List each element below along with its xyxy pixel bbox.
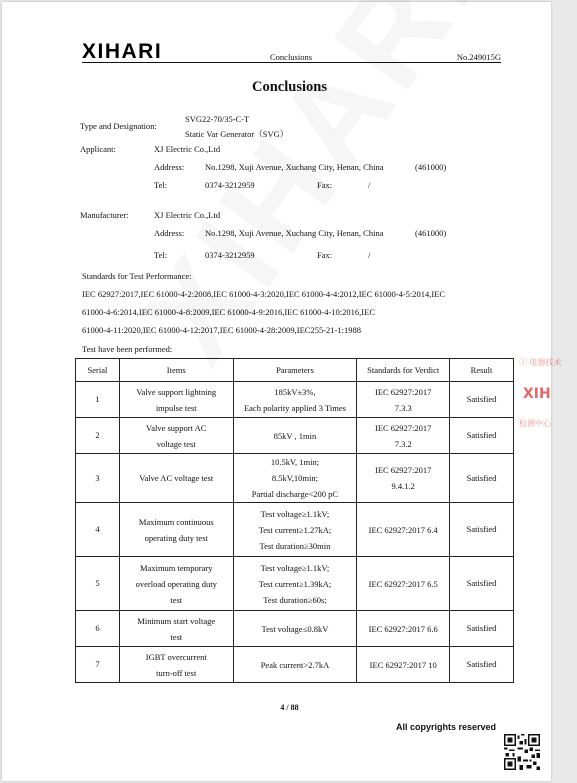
cell-result: Satisfied bbox=[450, 454, 514, 503]
cell-parameters-line: Each polarity applied 3 Times bbox=[243, 402, 346, 413]
manufacturer-postcode: (461000) bbox=[415, 228, 447, 238]
standards-line: 61000-4-6:2014,IEC 61000-4-8:2009,IEC 61000-4-9:2016,IEC 61000-4-10:2016,IEC bbox=[82, 307, 375, 317]
cell-item bbox=[119, 647, 233, 683]
cell-parameters-line: Test voltage≥1.1kV; bbox=[260, 562, 330, 573]
cell-result: Satisfied bbox=[450, 611, 514, 647]
column-header-standards: Standards for Verdict bbox=[357, 359, 450, 382]
applicant-address: No.1298, Xuji Avenue, Xuchang City, Henan, China bbox=[205, 162, 384, 172]
cell-standard bbox=[357, 611, 450, 647]
applicant-label: Applicant: bbox=[80, 144, 116, 154]
cell-item bbox=[119, 503, 233, 557]
test-results-table bbox=[75, 358, 514, 683]
cell-item bbox=[119, 611, 233, 647]
cell-item-line: overload operating duty bbox=[135, 578, 217, 589]
cell-item bbox=[119, 418, 233, 454]
table-row bbox=[76, 557, 514, 611]
table-row bbox=[76, 647, 514, 683]
cell-item-line: Maximum continuous bbox=[138, 516, 214, 527]
header-section-title: Conclusions bbox=[270, 52, 313, 62]
cell-item-line: impulse test bbox=[155, 402, 197, 413]
cell-standard bbox=[357, 382, 450, 418]
cell-standard-line: 9.4.1.2 bbox=[391, 481, 415, 491]
type-designation-label: Type and Designation: bbox=[80, 121, 157, 131]
header-divider bbox=[82, 62, 501, 63]
cell-parameters-line: Partial discharge<200 pC bbox=[251, 489, 339, 499]
applicant-postcode: (461000) bbox=[415, 162, 447, 172]
document-page bbox=[2, 2, 562, 781]
cell-standard-line: IEC 62927:2017 6.5 bbox=[368, 578, 438, 589]
applicant-tel-label: Tel: bbox=[154, 180, 168, 190]
manufacturer-name: XJ Electric Co.,Ltd bbox=[154, 210, 221, 220]
column-header-parameters: Parameters bbox=[233, 359, 357, 382]
cell-result: Satisfied bbox=[450, 557, 514, 611]
applicant-tel: 0374-3212959 bbox=[205, 180, 255, 190]
report-number: No.249015G bbox=[456, 52, 501, 62]
manufacturer-tel-label: Tel: bbox=[154, 250, 168, 260]
cell-item-line: Minimum start voltage bbox=[137, 615, 216, 626]
table-row bbox=[76, 611, 514, 647]
type-designation-description: Static Var Generator（SVG） bbox=[185, 129, 289, 139]
table-header-row bbox=[76, 359, 514, 382]
manufacturer-fax: / bbox=[368, 250, 371, 260]
standards-line: IEC 62927:2017,IEC 61000-4-2:2008,IEC 61000-4-3:2020,IEC 61000-4-4:2012,IEC 61000-4-5:2014,IEC bbox=[82, 289, 446, 299]
table-row bbox=[76, 454, 514, 503]
cell-parameters-line: Test duration≥60s; bbox=[263, 594, 327, 605]
applicant-fax-label: Fax: bbox=[317, 180, 333, 190]
cell-serial: 3 bbox=[76, 454, 120, 503]
tests-heading: Test have been performed: bbox=[82, 344, 173, 354]
cell-parameters bbox=[233, 557, 357, 611]
cell-result: Satisfied bbox=[450, 503, 514, 557]
cell-serial: 7 bbox=[76, 647, 120, 683]
cell-parameters bbox=[233, 418, 357, 454]
cell-parameters bbox=[233, 647, 357, 683]
column-header-result: Result bbox=[450, 359, 514, 382]
cell-parameters-line: Test current≥1.39kA; bbox=[258, 578, 332, 589]
table-row bbox=[76, 418, 514, 454]
cell-result: Satisfied bbox=[450, 647, 514, 683]
cell-standard-line: 7.3.3 bbox=[394, 402, 412, 413]
cell-parameters-line: 8.5kV,10min; bbox=[271, 473, 319, 483]
standards-line: 61000-4-11:2020,IEC 61000-4-12:2017,IEC 61000-4-28:2009,IEC255-21-1:1988 bbox=[82, 325, 361, 335]
manufacturer-tel: 0374-3212959 bbox=[205, 250, 255, 260]
applicant-fax: / bbox=[368, 180, 371, 190]
qr-code-icon bbox=[504, 734, 540, 770]
cell-standard-line: IEC 62927:2017 6.4 bbox=[368, 524, 438, 535]
cell-standard-line: IEC 62927:2017 bbox=[374, 465, 432, 475]
column-header-items: Items bbox=[119, 359, 233, 382]
cell-parameters bbox=[233, 382, 357, 418]
cell-item bbox=[119, 454, 233, 503]
column-header-serial: Serial bbox=[76, 359, 120, 382]
cell-standard-line: IEC 62927:2017 bbox=[374, 386, 432, 397]
copyright-notice: All copyrights reserved bbox=[395, 722, 496, 732]
standards-heading: Standards for Test Performance: bbox=[82, 271, 192, 281]
cell-parameters-line: 85kV , 1min bbox=[273, 430, 317, 441]
manufacturer-address: No.1298, Xuji Avenue, Xuchang City, Henan, China bbox=[205, 228, 384, 238]
applicant-address-label: Address: bbox=[154, 162, 185, 172]
page-number: 4 / 88 bbox=[280, 703, 299, 712]
cell-item-line: Maximum temporary bbox=[140, 562, 213, 573]
cell-parameters bbox=[233, 503, 357, 557]
manufacturer-address-label: Address: bbox=[154, 228, 185, 238]
cell-item-line: operating duty test bbox=[144, 532, 208, 543]
cell-item-line: Valve support AC bbox=[146, 422, 207, 433]
cell-standard bbox=[357, 503, 450, 557]
cell-parameters-line: Test voltage≤0.8kV bbox=[261, 623, 329, 634]
cell-standard-line: IEC 62927:2017 6.6 bbox=[368, 623, 438, 634]
cell-serial: 5 bbox=[76, 557, 120, 611]
cell-standard-line: 7.3.2 bbox=[394, 438, 412, 449]
page-title: Conclusions bbox=[252, 79, 327, 95]
cell-standard-line: IEC 62927:2017 bbox=[374, 422, 432, 433]
cell-item-line: turn-off test bbox=[156, 667, 197, 678]
cell-serial: 4 bbox=[76, 503, 120, 557]
cell-parameters bbox=[233, 611, 357, 647]
cell-item-line: voltage test bbox=[156, 438, 196, 449]
company-logo: XIHARI bbox=[82, 40, 163, 63]
cell-parameters-line: Test voltage≥1.1kV; bbox=[260, 508, 330, 519]
cell-standard bbox=[357, 418, 450, 454]
cell-item-line: Valve support lightning bbox=[136, 386, 217, 397]
cell-standard bbox=[357, 454, 450, 503]
cell-serial: 1 bbox=[76, 382, 120, 418]
cell-parameters-line: Peak current>2.7kA bbox=[260, 659, 330, 670]
manufacturer-label: Manufacturer: bbox=[80, 210, 129, 220]
cell-item bbox=[119, 382, 233, 418]
cell-item-line: IGBT overcurrent bbox=[145, 651, 207, 662]
cell-parameters bbox=[233, 454, 357, 503]
cell-parameters-line: 10.5kV, 1min; bbox=[270, 457, 320, 467]
table-row bbox=[76, 382, 514, 418]
cell-item bbox=[119, 557, 233, 611]
cell-serial: 2 bbox=[76, 418, 120, 454]
type-designation-model: SVG22-70/35-C-T bbox=[185, 114, 250, 124]
applicant-name: XJ Electric Co.,Ltd bbox=[154, 144, 221, 154]
cell-standard bbox=[357, 647, 450, 683]
cell-serial: 6 bbox=[76, 611, 120, 647]
cell-parameters-line: 185kV±3%, bbox=[274, 386, 316, 397]
manufacturer-fax-label: Fax: bbox=[317, 250, 333, 260]
cell-result: Satisfied bbox=[450, 382, 514, 418]
company-seal-stamp: ⓘ 电器技术 XIH 检测中心 bbox=[519, 358, 562, 428]
cell-result: Satisfied bbox=[450, 418, 514, 454]
cell-item-line: test bbox=[170, 594, 183, 605]
cell-standard-line: IEC 62927:2017 10 bbox=[369, 659, 437, 670]
cell-item-line: Valve AC voltage test bbox=[139, 473, 214, 483]
table-row bbox=[76, 503, 514, 557]
cell-parameters-line: Test duration≥30min bbox=[259, 540, 331, 551]
cell-standard bbox=[357, 557, 450, 611]
cell-item-line: test bbox=[170, 631, 183, 642]
cell-parameters-line: Test current≥1.27kA; bbox=[258, 524, 332, 535]
